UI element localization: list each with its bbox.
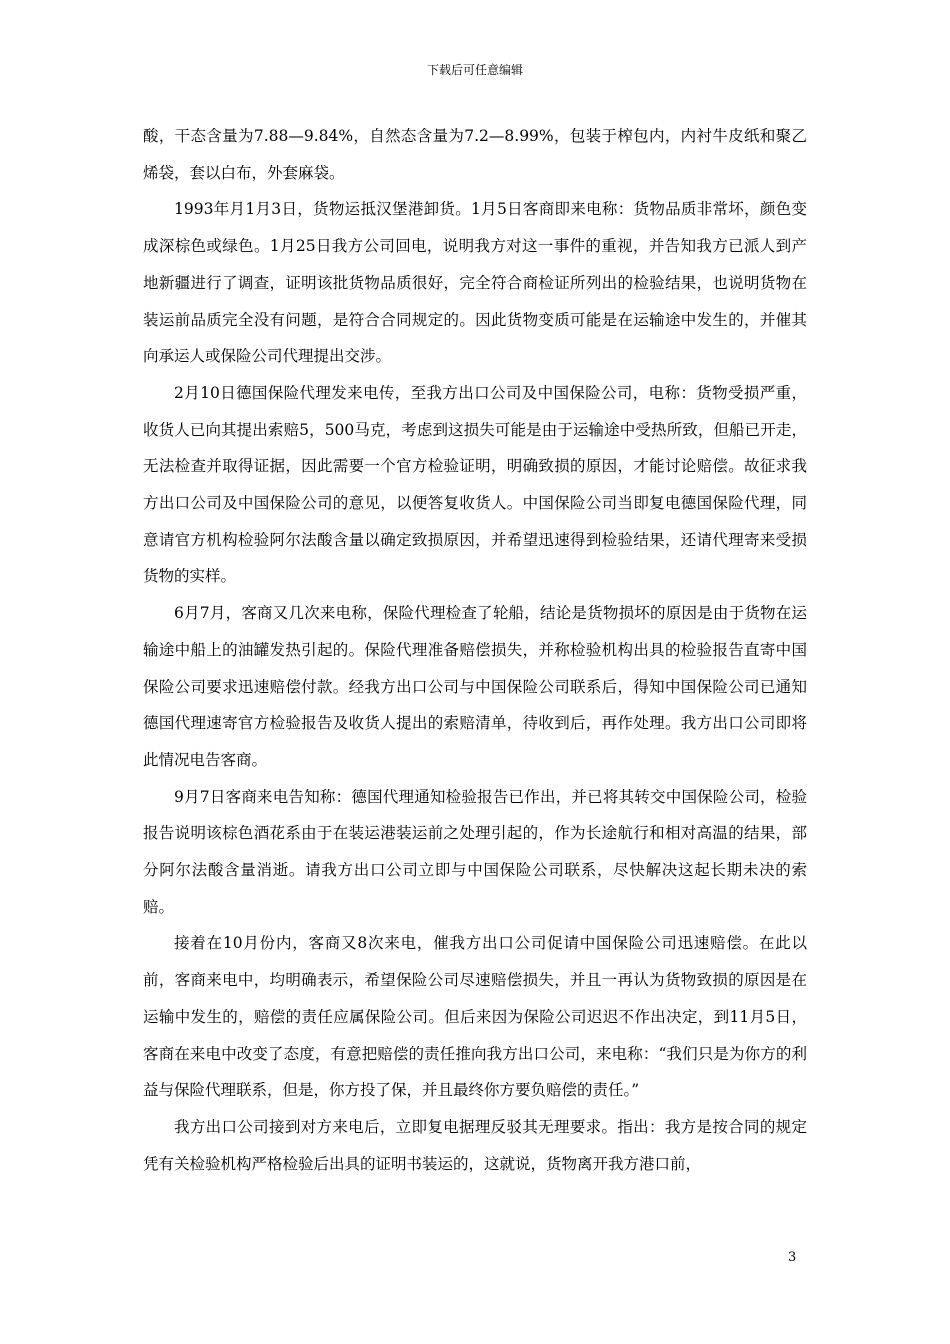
page-number: 3 (788, 1250, 797, 1265)
paragraph-5: 9月7日客商来电告知称：德国代理通知检验报告已作出，并已将其转交中国保险公司，检验报告说明该棕色酒花系由于在装运港装运前之处理引起的，作为长途航行和相对高温的结果，部分阿尔法酸含量消逝。请我方出口公司立即与中国保险公司联系，尽快解决这起长期未决的索赔。 (143, 787, 807, 916)
paragraph-1: 酸，干态含量为7.88—9.84%，自然态含量为7.2—8.99%，包装于榨包内，内衬牛皮纸和聚乙烯袋，套以白布，外套麻袋。 (143, 127, 807, 182)
paragraph-6: 接着在10月份内，客商又8次来电，催我方出口公司促请中国保险公司迅速赔偿。在此以前，客商来电中，均明确表示，希望保险公司尽速赔偿损失，并且一再认为货物致损的原因是在运输中发生的，赔偿的责任应属保险公司。但后来因为保险公司迟迟不作出决定，到11月5日，客商在来电中改变了态度，有意把赔偿的责任推向我方出口公司，来电称：“我们只是为你方的利益与保险代理联系，但是，你方投了保，并且最终你方要负赔偿的责任。” (143, 934, 807, 1100)
paragraph-4: 6月7月，客商又几次来电称，保险代理检查了轮船，结论是货物损坏的原因是由于货物在运输途中船上的油罐发热引起的。保险代理准备赔偿损失，并称检验机构出具的检验报告直寄中国保险公司要求迅速赔偿付款。经我方出口公司与中国保险公司联系后，得知中国保险公司已通知德国代理速寄官方检验报告及收货人提出的索赔清单，待收到后，再作处理。我方出口公司即将此情况电告客商。 (143, 604, 807, 769)
document-body (143, 118, 807, 1182)
paragraph-3: 2月10日德国保险代理发来电传，至我方出口公司及中国保险公司，电称：货物受损严重，收货人已向其提出索赔5，500马克，考虑到这损失可能是由于运输途中受热所致，但船已开走，无法检查并取得证据，因此需要一个官方检验证明，明确致损的原因，才能讨论赔偿。故征求我方出口公司及中国保险公司的意见，以便答复收货人。中国保险公司当即复电德国保险代理，同意请官方机构检验阿尔法酸含量以确定致损原因，并希望迅速得到检验结果，还请代理寄来受损货物的实样。 (143, 383, 807, 586)
paragraph-2: 1993年月1月3日，货物运抵汉堡港卸货。1月5日客商即来电称：货物品质非常坏，颜色变成深棕色或绿色。1月25日我方公司回电，说明我方对这一事件的重视，并告知我方已派人到产地新疆进行了调查，证明该批货物品质很好，完全符合商检证所列出的检验结果，也说明货物在装运前品质完全没有问题，是符合合同规定的。因此货物变质可能是在运输途中发生的，并催其向承运人或保险公司代理提出交涉。 (143, 200, 807, 366)
paragraph-7: 我方出口公司接到对方来电后，立即复电据理反驳其无理要求。指出：我方是按合同的规定凭有关检验机构严格检验后出具的证明书装运的，这就说，货物离开我方港口前， (143, 1117, 807, 1173)
header-note: 下载后可任意编辑 (426, 63, 523, 77)
page-header (0, 62, 950, 78)
